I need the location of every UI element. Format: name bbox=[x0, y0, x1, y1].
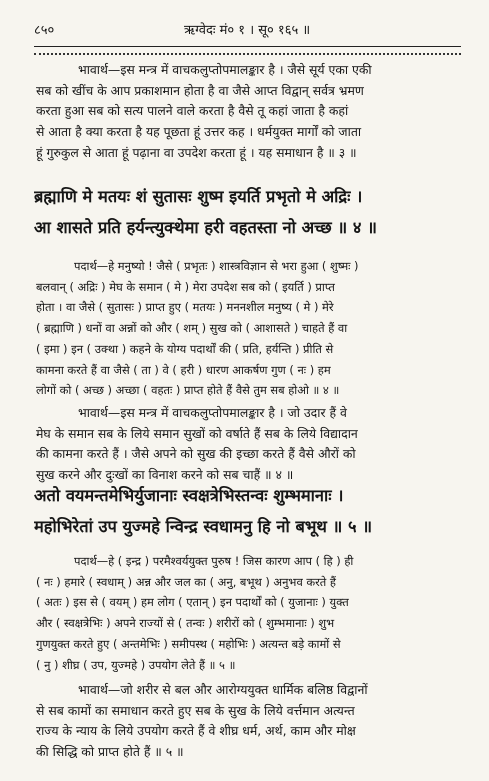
padartha-5 bbox=[36, 551, 461, 675]
text-line: भावार्थ—इस मन्त्र में वाचकलुप्तोपमालङ्कार है । जो उदार हैं वे bbox=[78, 405, 347, 420]
text-line: होता । वा जैसे ( सुतासः ) प्राप्त हुए ( मतयः ) मननशील मनुष्य ( मे ) मेरे bbox=[36, 300, 334, 315]
text-line: भावार्थ—जो शरीर से बल और आरोग्ययुक्त धार्मिक बलिष्ठ विद्वानों bbox=[78, 682, 368, 697]
mantra-5 bbox=[34, 480, 461, 542]
text-line: ( अतः ) इस से ( वयम् ) हम लोग ( एतान् ) इन पदार्थों को ( युजानाः ) युक्त bbox=[36, 595, 349, 610]
mantra-line: आ शासते प्रति हर्यन्त्युक्थेमा हरी वहतस्ता नो अच्छ ॥ ४ ॥ bbox=[34, 218, 377, 237]
text-line: से सब कामों का समाधान करते हुए सब के सुख के लिये वर्त्तमान अत्यन्त bbox=[36, 702, 355, 718]
text-line: सब को खींच के आप प्रकाशमान होता है वा जैसे आप्त विद्वान् सर्वत्र भ्रमण bbox=[36, 82, 364, 98]
running-title: ऋग्वेदः मं० १ । सू० १६५ ॥ bbox=[184, 23, 311, 38]
header-rule bbox=[34, 46, 461, 55]
mantra-line: महोभिरेतां उप युज्महे न्विन्द्र स्वधामनु हि नो बभूथ ॥ ५ ॥ bbox=[34, 517, 373, 536]
text-line: पदार्थ—हे मनुष्यो ! जैसे ( प्रभृतः ) शास्त्रविज्ञान से भरा हुआ ( शुष्मः ) bbox=[74, 259, 359, 273]
text-line: भावार्थ—इस मन्त्र में वाचकलुप्तोपमालङ्कार है । जैसे सूर्य एका एकी bbox=[78, 62, 372, 77]
text-line: की सिद्धि को प्राप्त होते हैं ॥ ५ ॥ bbox=[36, 744, 184, 760]
bhavartha-5 bbox=[36, 680, 461, 763]
text-line: ( नः ) हमारे ( स्वधाम् ) अन्न और जल का ( अनु, बभूथ ) अनुभव करते हैं bbox=[36, 574, 336, 589]
text-line: ( इमा ) इन ( उक्था ) कहने के योग्य पदार्थों की ( प्रति, हर्यन्ति ) प्रीति से bbox=[36, 341, 334, 356]
text-line: और ( स्वक्षत्रेभिः ) अपने राज्यों से ( तन्वः ) शरीरों को ( शुम्भमानाः ) शुभ bbox=[36, 616, 335, 631]
mantra-line: ब्रह्माणि मे मतयः शं सुतासः शुष्म इयर्ति प्रभृतो मे अद्रिः । bbox=[34, 187, 363, 206]
text-line: मेघ के समान सब के लिये समान सुखों को वर्षाते हैं सब के लिये विद्यादान bbox=[36, 425, 358, 441]
text-line: कामना करते हैं वा जैसे ( ता ) वे ( हरी ) धारण आकर्षण गुण ( नः ) हम bbox=[36, 362, 331, 377]
page-header bbox=[34, 18, 459, 42]
text-line: गुणयुक्त करते हुए ( अन्तमेभिः ) समीपस्थ ( महोभिः ) अत्यन्त बड़े कामों से bbox=[36, 636, 341, 651]
text-line: पदार्थ—हे ( इन्द्र ) परमैश्वर्ययुक्त पुरुष ! जिस कारण आप ( हि ) ही bbox=[74, 554, 354, 568]
bhavartha-4 bbox=[36, 403, 461, 486]
text-line: बलवान् ( अद्रिः ) मेघ के समान ( मे ) मेरा उपदेश सब को ( इयर्ति ) प्राप्त bbox=[36, 279, 335, 294]
text-line: करता हुआ सब को सत्य पालने वाले करता है वैसे तू कहां जाता है कहां bbox=[36, 103, 349, 119]
mantra-4 bbox=[34, 181, 461, 243]
text-line: से आता है क्या करता है यह पूछता हूं उत्तर कह । धर्मयुक्त मार्गों को जाता bbox=[36, 124, 362, 140]
text-line: सुख करने और दुःखों का विनाश करने को सब चाहैं ॥ ४ ॥ bbox=[36, 467, 294, 483]
text-line: हूं गुरुकुल से आता हूं पढ़ाना वा उपदेश करता हूं । यह समाधान है ॥ ३ ॥ bbox=[36, 144, 357, 160]
text-line: राज्य के न्याय के लिये उपयोग करते हैं वे शीघ्र धर्म, अर्थ, काम और मोक्ष bbox=[36, 723, 356, 739]
mantra-line: अतो वयमन्तमेभिर्युजानाः स्वक्षत्रेभिस्तन्वः शुम्भमानाः । bbox=[34, 486, 344, 505]
page-number: ८५० bbox=[34, 23, 55, 38]
text-line: लोगों को ( अच्छ ) अच्छा ( वहतः ) प्राप्त होते हैं वैसे तुम सब होओ ॥ ४ ॥ bbox=[36, 383, 340, 398]
text-line: ( ब्रह्माणि ) धनों वा अन्नों को और ( शम् ) सुख को ( आशासते ) चाहते हैं वा bbox=[36, 321, 348, 336]
text-line: ( नु ) शीघ्र ( उप, युज्महे ) उपयोग लेते हैं ॥ ५ ॥ bbox=[36, 657, 236, 672]
bhavartha-3 bbox=[36, 60, 461, 164]
text-line: की कामना करते हैं । जैसे अपने को सुख की इच्छा करते हैं वैसे औरों को bbox=[36, 446, 356, 462]
padartha-4 bbox=[36, 256, 461, 401]
